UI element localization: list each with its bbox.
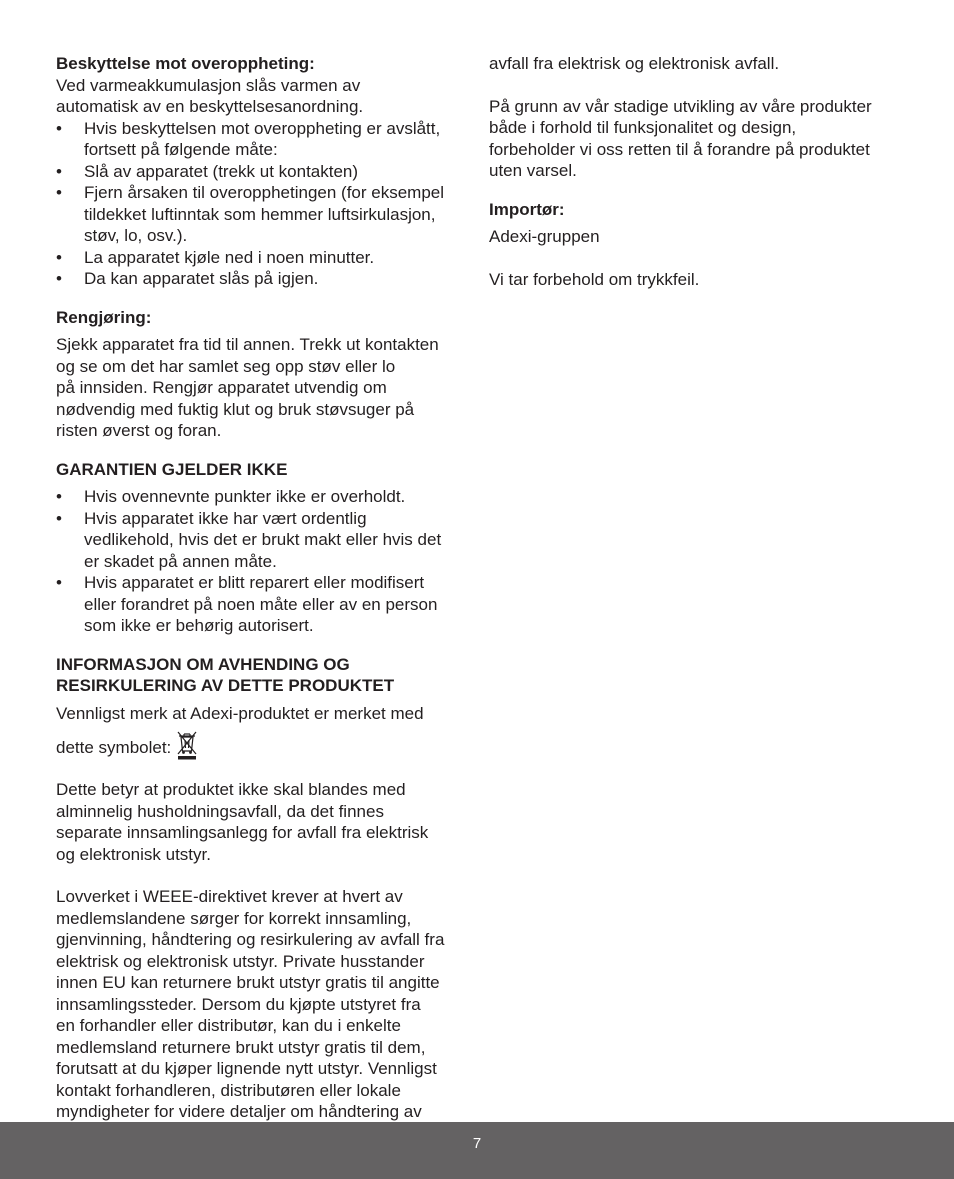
text-line: På grunn av vår stadige utvikling av våre produkter [489,96,872,116]
text-line: automatisk av en beskyttelsesanordning. [56,97,364,116]
policy-paragraph [489,96,901,182]
text-line: gjenvinning, håndtering og resirkulering av avfall fra [56,930,445,949]
list-item [56,118,468,161]
disposal-paragraph-1 [56,779,468,865]
list-item [56,182,468,247]
warranty-bullet-list [56,486,468,637]
text-line: en forhandler eller distributør, kan du i enkelte [56,1016,401,1035]
text-line: på innsiden. Rengjør apparatet utvendig om [56,378,387,397]
text-line: er skadet på annen måte. [84,551,277,571]
symbol-line [56,730,468,758]
text-line: myndigheter for videre detaljer om håndtering av [56,1102,422,1121]
heading-line: RESIRKULERING AV DETTE PRODUKTET [56,676,395,695]
text-line: alminnelig husholdningsavfall, da det finnes [56,801,384,821]
text-line: eller forandret på noen måte eller av en person [84,594,438,614]
list-item [56,486,468,508]
text-line: tildekket luftinntak som hemmer luftsirkulasjon, [84,204,436,224]
text-line: Ved varmeakkumulasjon slås varmen av [56,75,361,95]
text-line: nødvendig med fuktig klut og bruk støvsuger på [56,399,415,419]
list-item [56,508,468,573]
disposal-paragraph-2 [56,886,468,1123]
text-line: Sjekk apparatet fra tid til annen. Trekk ut kontakten [56,335,439,354]
continuation-text: avfall fra elektrisk og elektronisk avfall. [489,54,780,73]
crossed-out-wheelie-bin-icon [176,730,198,760]
text-line: Hvis beskyttelsen mot overoppheting er avslått, [84,118,441,138]
text-line: og se om det har samlet seg opp støv eller lo [56,356,396,376]
disposal-intro: Vennligst merk at Adexi-produktet er merket med [56,703,424,723]
cleaning-heading: Rengjøring: [56,307,152,327]
list-item [56,247,468,269]
page-number: 7 [472,1135,482,1152]
text-line: medlemsland returnere brukt utstyr gratis til dem, [56,1037,426,1057]
text-line: både i forhold til funksjonalitet og design, [489,118,797,137]
overheat-heading: Beskyttelse mot overoppheting: [56,54,315,73]
text-line: vedlikehold, hvis det er brukt makt eller hvis det [84,530,442,549]
text-line: Slå av apparatet (trekk ut kontakten) [84,161,359,181]
text-line: Dette betyr at produktet ikke skal blandes med [56,780,406,799]
text-line: forutsatt at du kjøper lignende nytt utstyr. Vennligst [56,1059,437,1078]
text-line: forbeholder vi oss retten til å forandre på produktet [489,139,870,159]
text-line: La apparatet kjøle ned i noen minutter. [84,247,375,267]
text-line: støv, lo, osv.). [84,226,188,245]
text-line: Lovverket i WEEE-direktivet krever at hvert av [56,887,403,906]
text-line: Hvis apparatet er blitt reparert eller modifisert [84,573,425,592]
text-line: fortsett på følgende måte: [84,140,278,159]
symbol-label: dette symbolet: [56,737,172,757]
list-item [56,572,468,637]
text-line: Da kan apparatet slås på igjen. [84,269,319,288]
left-column [56,53,468,1123]
list-item [56,161,468,183]
list-item [56,268,468,290]
disposal-heading [56,654,468,697]
text-line: risten øverst og foran. [56,421,222,440]
text-line: og elektronisk utstyr. [56,844,211,864]
text-line: elektrisk og elektronisk utstyr. Private husstander [56,951,425,971]
text-line: Fjern årsaken til overopphetingen (for eksempel [84,183,445,202]
right-column [489,53,901,290]
text-line: uten varsel. [489,161,577,180]
text-line: Hvis apparatet ikke har vært ordentlig [84,508,367,528]
page-footer [0,1122,954,1179]
warranty-heading: GARANTIEN GJELDER IKKE [56,459,288,479]
disclaimer-text: Vi tar forbehold om trykkfeil. [489,269,700,289]
text-line: innen EU kan returnere brukt utstyr gratis til angitte [56,973,440,992]
cleaning-paragraph [56,334,468,442]
text-line: separate innsamlingsanlegg for avfall fra elektrisk [56,823,429,842]
text-line: som ikke er behørig autorisert. [84,616,314,635]
heading-line: INFORMASJON OM AVHENDING OG [56,654,350,674]
overheat-bullet-list [56,118,468,290]
text-line: innsamlingssteder. Dersom du kjøpte utstyret fra [56,994,421,1014]
overheat-intro [56,75,468,118]
importer-heading: Importør: [489,199,565,219]
importer-name: Adexi-gruppen [489,227,600,246]
text-line: Hvis ovennevnte punkter ikke er overholdt. [84,487,406,506]
text-line: kontakt forhandleren, distributøren eller lokale [56,1080,401,1100]
text-line: medlemslandene sørger for korrekt innsamling, [56,908,412,928]
